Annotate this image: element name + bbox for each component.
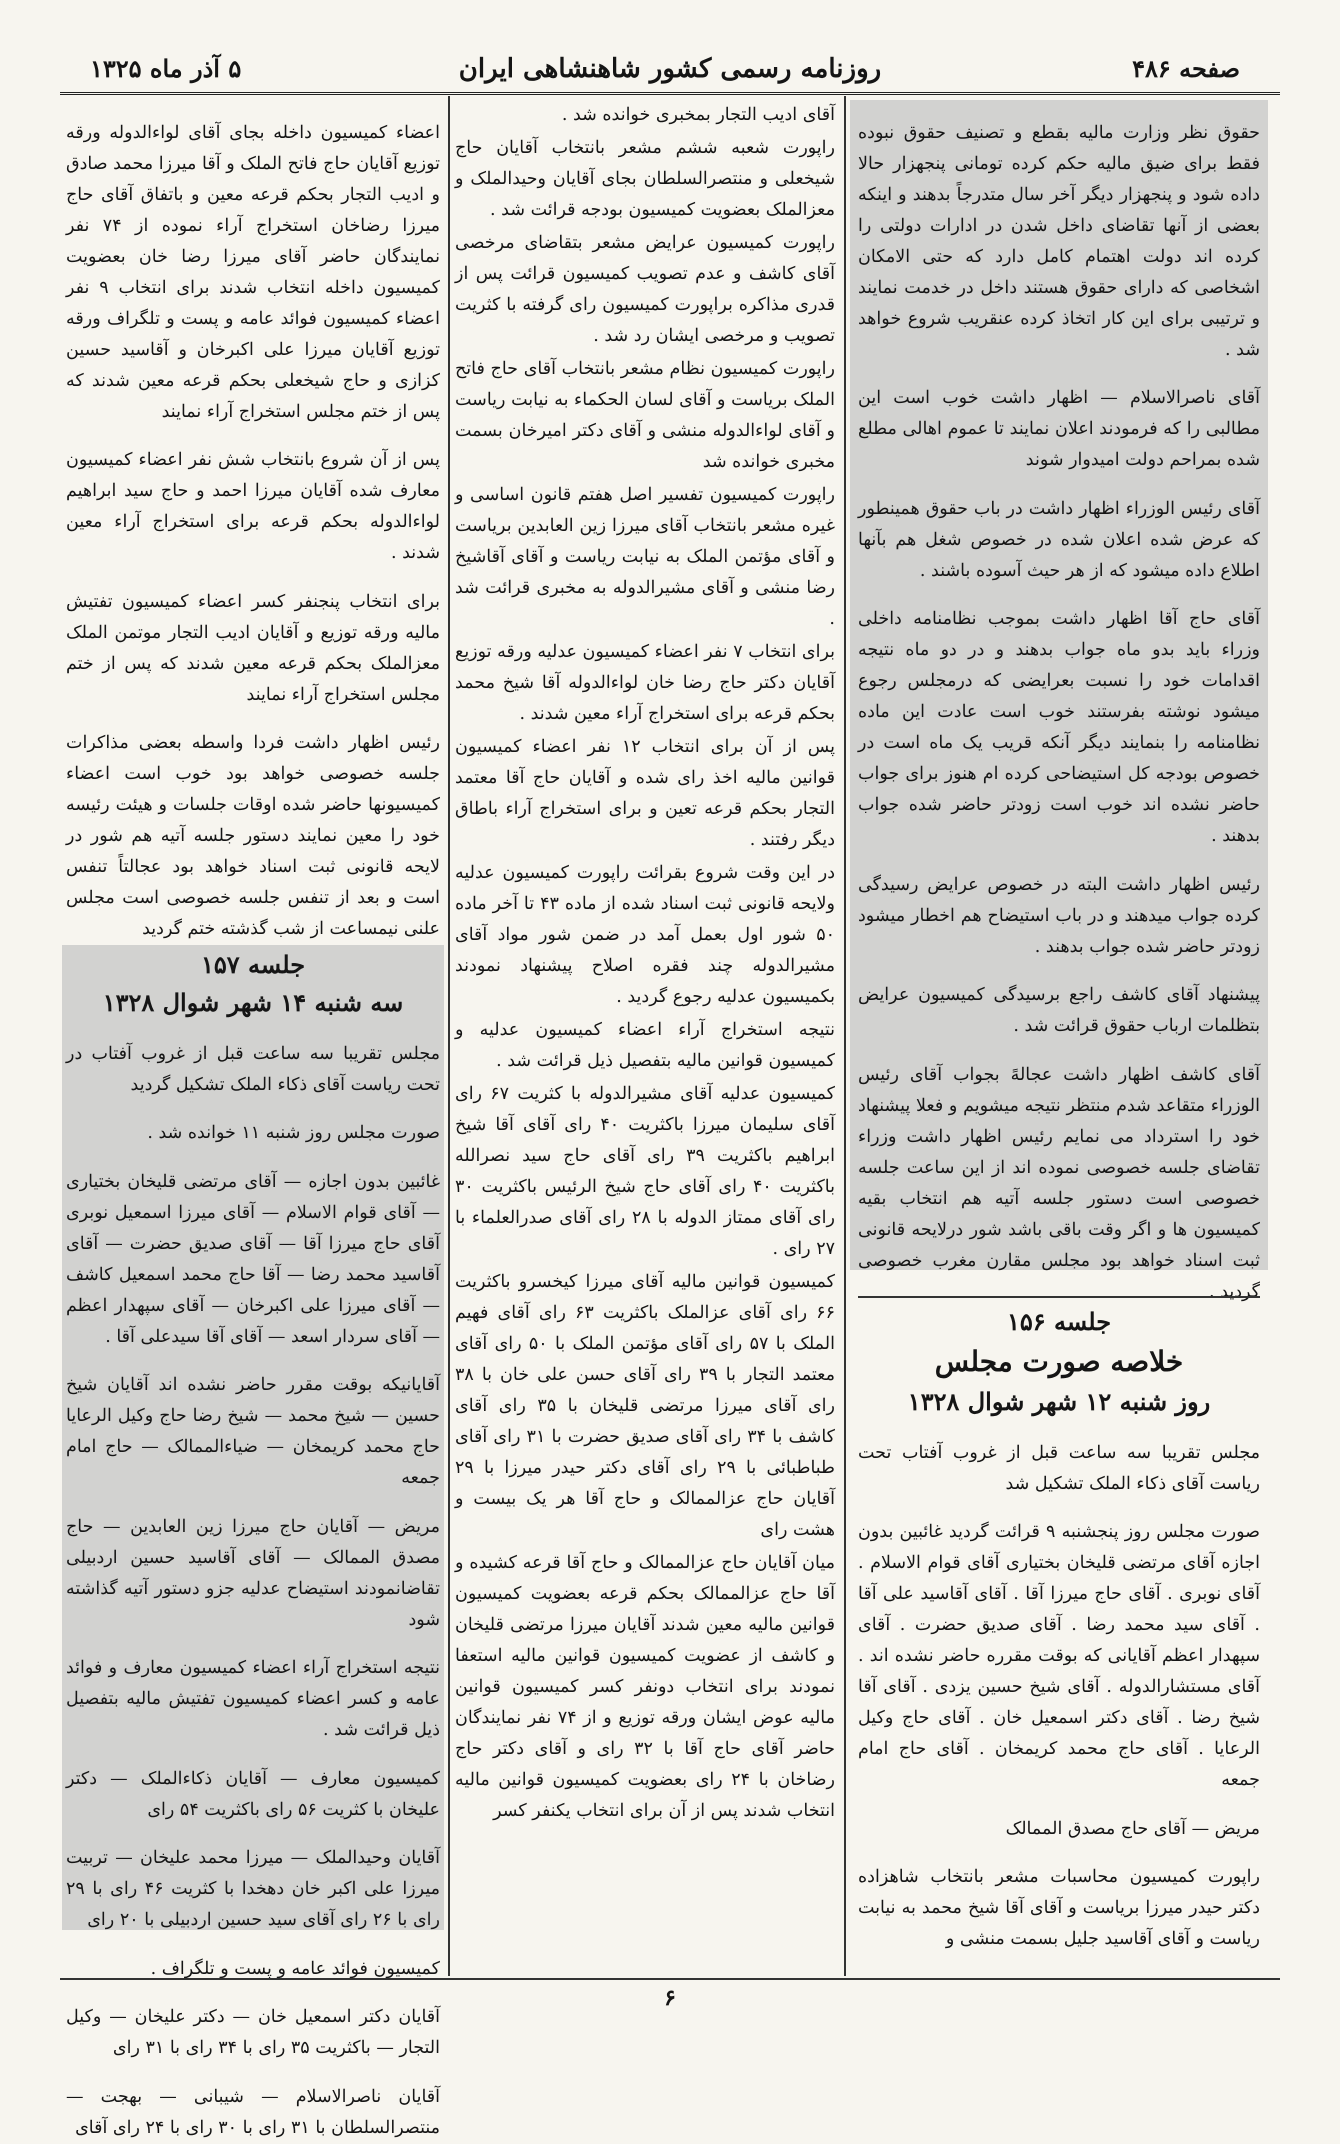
page-number: ۶	[664, 1985, 676, 2011]
paragraph: در این وقت شروع بقرائت راپورت کمیسیون عدلیه ولایحه قانونی ثبت اسناد شده از ماده ۴۳ تا آخر ماده ۵۰ شور اول بعمل آمد در ضمن شور مواد آقای مشیرالدوله چند فقره اصلاح پیشنهاد نمودند بکمیسیون عدلیه رجوع گردید .	[455, 863, 835, 1007]
paragraph: صورت مجلس روز پنجشنبه ۹ قرائت گردید غائبین بدون اجازه آقای مرتضی قلیخان بختیاری آقای قوام الاسلام . آقای نوبری . آقای حاج میرزا آقا . آقای آقاسید علی آقا . آقای سید محمد رضا . آقای صدیق حضرت . آقای سپهدار اعظم آقایانی که بوقت مقرره حاضر نشده اند . آقای مستشارالدوله . آقای شیخ حسین یزدی . آقای آقا شیخ رضا . آقای دکتر اسمعیل خان . آقای حاج وکیل الرعایا . آقای حاج محمد کریمخان . آقای حاج امام جمعه	[858, 1522, 1260, 1790]
paragraph: راپورت کمیسیون عرایض مشعر بتقاضای مرخصی آقای کاشف و عدم تصویب کمیسیون قرائت پس از قدری مذاکره براپورت کمیسیون رای گرفته با کثریت تصویب و مرخصی ایشان رد شد .	[455, 233, 835, 346]
paragraph: برای انتخاب پنجنفر کسر اعضاء کمیسیون تفتیش مالیه ورقه توزیع و آقایان ادیب التجار موتمن الملک معزالملک بحکم قرعه معین شدند که پس از ختم مجلس استخراج آراء نمایند	[66, 591, 440, 705]
paragraph: برای انتخاب ۷ نفر اعضاء کمیسیون عدلیه ورقه توزیع آقایان دکتر حاج رضا خان لواءالدوله آقا شیخ محمد بحکم قرعه برای استخراج آراء معین شدند .	[455, 642, 835, 724]
footer-rule	[60, 1978, 1280, 1980]
session-heading: جلسه ۱۵۷	[200, 950, 306, 979]
session-heading: جلسه ۱۵۶	[1006, 1307, 1112, 1336]
paragraph: میان آقایان حاج عزالممالک و حاج آقا قرعه کشیده و آقا حاج عزالممالک بحکم قرعه بعضویت کمیسیون قوانین مالیه معین شدند آقایان میرزا مرتضی قلیخان و کاشف از عضویت کمیسیون قوانین مالیه استعفا نمودند برای انتخاب دونفر کسر کمیسیون قوانین مالیه عوض ایشان ورقه توزیع و از ۷۴ نفر نمایندگان حاضر آقای حاج آقا با ۳۲ رای و آقای دکتر حاج رضاخان با ۲۴ رای بعضویت کمیسیون قوانین مالیه انتخاب شدند پس از آن برای انتخاب یکنفر کسر	[455, 1553, 835, 1821]
paragraph: رئیس اظهار داشت البته در خصوص عرایض رسیدگی کرده جواب میدهند و در باب استیضاح هم اخطار میشود زودتر حاضر شده جواب بدهند .	[858, 874, 1260, 957]
paragraph: اعضاء کمیسیون داخله بجای آقای لواءالدوله ورقه توزیع آقایان حاج فاتح الملک و آقا میرزا محمد صادق و ادیب التجار بحکم قرعه معین و باتفاق آقای حاج میرزا رضاخان استخراج آراء نموده از ۷۴ نفر نمایندگان حاضر آقای میرزا رضا خان بعضویت کمیسیون داخله انتخاب شدند برای انتخاب ۹ نفر اعضاء کمیسیون فوائد عامه و پست و تلگراف ورقه توزیع آقایان میرزا علی اکبرخان و آقاسید حسین کزازی و حاج شیخعلی بحکم قرعه معین شدند که پس از ختم مجلس استخراج آراء نمایند	[66, 122, 440, 422]
paragraph: رئیس اظهار داشت فردا واسطه بعضی مذاکرات جلسه خصوصی خواهد بود خوب است اعضاء کمیسیونها حاضر شده اوقات جلسات و هیئت رئیسه خود را معین نمایند دستور جلسه آتیه هم شور در لایحه قانونی ثبت اسناد خواهد بود عجالتاً تنفس است و بعد از تنفس جلسه خصوصی است مجلس علنی نیمساعت از شب گذشته ختم گردید	[66, 733, 440, 939]
paragraph: آقایان ناصرالاسلام — شیبانی — بهجت — منتصرالسلطان با ۳۱ رای با ۳۰ رای با ۲۴ رای آقای	[66, 2086, 440, 2138]
paragraph: آقایان دکتر اسمعیل خان — دکتر علیخان — وکیل التجار — باکثریت ۳۵ رای با ۳۴ رای با ۳۱ رای	[66, 2007, 440, 2058]
column-divider-left	[448, 96, 450, 1976]
paragraph: کمیسیون قوانین مالیه آقای میرزا کیخسرو باکثریت ۶۶ رای آقای عزالملک باکثریت ۶۳ رای آقای فهیم الملک با ۵۷ رای آقای مؤتمن الملک با ۵۰ رای آقای معتمد التجار با ۳۹ رای آقای حسن علی خان با ۳۸ رای آقای میرزا مرتضی قلیخان با ۳۵ رای آقای کاشف با ۳۴ رای آقای صدیق حضرت با ۳۱ رای آقای طباطبائی با ۲۹ رای آقای دکتر حیدر میرزا با ۲۹ آقایان حاج عزالممالک و حاج آقا هر یک بیست و هشت رای	[455, 1272, 835, 1540]
paragraph: کمیسیون عدلیه آقای مشیرالدوله با کثریت ۶۷ رای آقای سلیمان میرزا باکثریت ۴۰ رای آقای آقا شیخ ابراهیم باکثریت ۳۹ رای آقای حاج سید نصرالله باکثریت ۴۰ رای آقای حاج شیخ الرئیس باکثریت ۳۰ رای آقای ممتاز الدوله با ۲۸ رای آقای صدرالعلماء با ۲۷ رای .	[455, 1084, 835, 1259]
paragraph: پس از آن برای انتخاب ۱۲ نفر اعضاء کمیسیون قوانین مالیه اخذ رای شده و آقایان حاج آقا معتمد التجار بحکم قرعه تعین و برای استخراج آراء باطاق دیگر رفتند .	[455, 737, 835, 850]
paragraph: پس از آن شروع بانتخاب شش نفر اعضاء کمیسیون معارف شده آقایان میرزا احمد و حاج سید ابراهیم لواءالدوله بحکم قرعه برای استخراج آراء معین شدند .	[66, 450, 440, 563]
paragraph: غائبین بدون اجازه — آقای مرتضی قلیخان بختیاری — آقای قوام الاسلام — آقای میرزا اسمعیل نوبری آقای حاج میرزا آقا — آقای صدیق حضرت — آقای آقاسید محمد رضا — آقا حاج محمد اسمعیل کاشف — آقای میرزا علی اکبرخان — آقای سپهدار اعظم — آقای سردار اسعد — آقای آقا سیدعلی آقا .	[66, 1171, 440, 1347]
paragraph: راپورت شعبه ششم مشعر بانتخاب آقایان حاج شیخعلی و منتصرالسلطان بجای آقایان وحیدالملک و معزالملک بعضویت کمیسیون بودجه قرائت شد .	[455, 138, 835, 220]
paragraph: آقای رئیس الوزراء اظهار داشت در باب حقوق همینطور که عرض شده اعلان شده در خصوص شغل هم بآنها اطلاع داده میشود که از هر حیث آسوده باشند .	[858, 498, 1260, 581]
paragraph: صورت مجلس روز شنبه ۱۱ خوانده شد .	[147, 1123, 440, 1143]
left-column-top	[66, 100, 440, 940]
paragraph: راپورت کمیسیون نظام مشعر بانتخاب آقای حاج فاتح الملک بریاست و آقای لسان الحکماء به نیابت ریاست و آقای لواءالدوله منشی و آقای دکتر امیرخان بسمت مخبری خوانده شد	[455, 359, 835, 472]
right-column-top	[858, 100, 1260, 1302]
summary-heading: خلاصه صورت مجلس	[934, 1345, 1184, 1378]
paragraph: حقوق نظر وزارت مالیه بقطع و تصنیف حقوق نبوده فقط برای ضیق مالیه حکم کرده تومانی پنجهزار حالا داده شود و پنجهزار دیگر آخر سال متدرجاً بدهند و اینکه بعضی از آنها تقاضای داخل شدن در ادارات دولتی را کرده اند دولت اهتمام کامل دارد که حتی الامکان اشخاصی که دارای حقوق هستند داخل در خدمت نمایند و ترتیبی برای این کار اتخاذ کرده عنقریب شروع خواهد شد .	[858, 122, 1260, 360]
paragraph: آقای حاج آقا اظهار داشت بموجب نظامنامه داخلی وزراء باید بدو ماه جواب بدهند و در دو ماه نتیجه اقدامات خود را نسبت بعرایضی که درمجلس رجوع میشود نوشته بفرستند خوب است عادت این ماده نظامنامه را بنمایند دیگر آنکه قریب یک ماه است در خصوص بودجه کل استیضاحی کرده ام هنوز برای جواب حاضر نشده اند خوب است زودتر حاضر شده جواب بدهند .	[858, 609, 1260, 846]
paragraph: آقای کاشف اظهار داشت عجالهً بجواب آقای رئیس الوزراء متقاعد شدم منتظر نتیجه میشویم و فعلا پیشنهاد خود را استرداد می نمایم رئیس اظهار داشت وزراء تقاضای جلسه خصوصی نموده اند از این ساعت جلسه خصوصی است دستور جلسه آتیه هم انتخاب بقیه کمیسیون ها و اگر وقت باقی باشد شور درلایحه قانونی ثبت اسناد خواهد بود مجلس مقارن مغرب خصوصی گردید .	[858, 1064, 1260, 1302]
paragraph: کمیسیون معارف — آقایان ذکاءالملک — دکتر علیخان با کثریت ۵۶ رای باکثریت ۵۴ رای	[66, 1768, 440, 1820]
paragraph: آقایانیکه بوقت مقرر حاضر نشده اند آقایان شیخ حسین — شیخ محمد — شیخ رضا حاج وکیل الرعایا حاج محمد کریمخان — ضیاءالممالک — حاج امام جمعه	[66, 1375, 440, 1488]
paragraph: آقای ادیب التجار بمخبری خوانده شد .	[561, 105, 835, 125]
session-date-heading: سه شنبه ۱۴ شهر شوال ۱۳۲۸	[102, 988, 404, 1017]
paragraph: راپورت کمیسیون محاسبات مشعر بانتخاب شاهزاده دکتر حیدر میرزا بریاست و آقای آقا شیخ محمد به نیابت ریاست و آقای آقاسید جلیل بسمت منشی و	[858, 1867, 1260, 1949]
paragraph: کمیسیون فوائد عامه و پست و تلگراف .	[150, 1958, 440, 1979]
paragraph: نتیجه استخراج آراء اعضاء کمیسیون عدلیه و کمیسیون قوانین مالیه بتفصیل ذیل قرائت شد .	[455, 1020, 835, 1071]
page-label: صفحه ۴۸۶	[1132, 54, 1240, 83]
session-date-heading: روز شنبه ۱۲ شهر شوال ۱۳۲۸	[907, 1387, 1211, 1416]
paragraph: نتیجه استخراج آراء اعضاء کمیسیون معارف و فوائد عامه و کسر اعضاء کمیسیون تفتیش مالیه بتفصیل ذیل قرائت شد .	[66, 1658, 440, 1740]
paragraph: مجلس تقریبا سه ساعت قبل از غروب آفتاب تحت ریاست آقای ذکاء الملک تشکیل شد	[858, 1442, 1260, 1494]
paragraph: آقای ناصرالاسلام — اظهار داشت خوب است این مطالبی را که فرمودند اعلان نمایند تا عموم اهالی مطلع شده بمراحم دولت امیدوار شوند	[858, 388, 1260, 470]
column-divider-right	[844, 96, 846, 1976]
masthead-rule	[60, 92, 1280, 95]
right-column-bottom	[858, 1290, 1260, 1970]
left-column-bottom	[66, 945, 440, 2138]
paragraph: راپورت کمیسیون تفسیر اصل هفتم قانون اساسی و غیره مشعر بانتخاب آقای میرزا زین العابدین بریاست و آقای مؤتمن الملک به نیابت ریاست و آقای آقاشیخ رضا منشی و آقای مشیرالدوله به مخبری قرائت شد .	[455, 485, 835, 629]
paragraph: مریض — آقایان حاج میرزا زین العابدین — حاج مصدق الممالک — آقای آقاسید حسین اردبیلی تقاضانمودند استیضاح عدلیه جزو دستور آتیه گذاشته شود	[66, 1516, 440, 1630]
paragraph: مجلس تقریبا سه ساعت قبل از غروب آفتاب در تحت ریاست آقای ذکاء الملک تشکیل گردید	[66, 1043, 440, 1095]
issue-date: ۵ آذر ماه ۱۳۲۵	[90, 54, 242, 83]
section-rule	[858, 1296, 1260, 1298]
middle-column	[455, 100, 835, 1970]
paragraph: آقایان وحیدالملک — میرزا محمد علیخان — تربیت میرزا علی اکبر خان دهخدا با کثریت ۴۶ رای با ۲۹ رای با ۲۶ رای آقای سید حسین اردبیلی با ۲۰ رای	[66, 1848, 440, 1930]
paragraph: مریض — آقای حاج مصدق الممالک	[1005, 1818, 1260, 1839]
newspaper-title: روزنامه رسمی کشور شاهنشاهی ایران	[458, 54, 882, 84]
masthead	[60, 40, 1280, 90]
paragraph: پیشنهاد آقای کاشف راجع برسیدگی کمیسیون عرایض بتظلمات ارباب حقوق قرائت شد .	[858, 985, 1260, 1036]
